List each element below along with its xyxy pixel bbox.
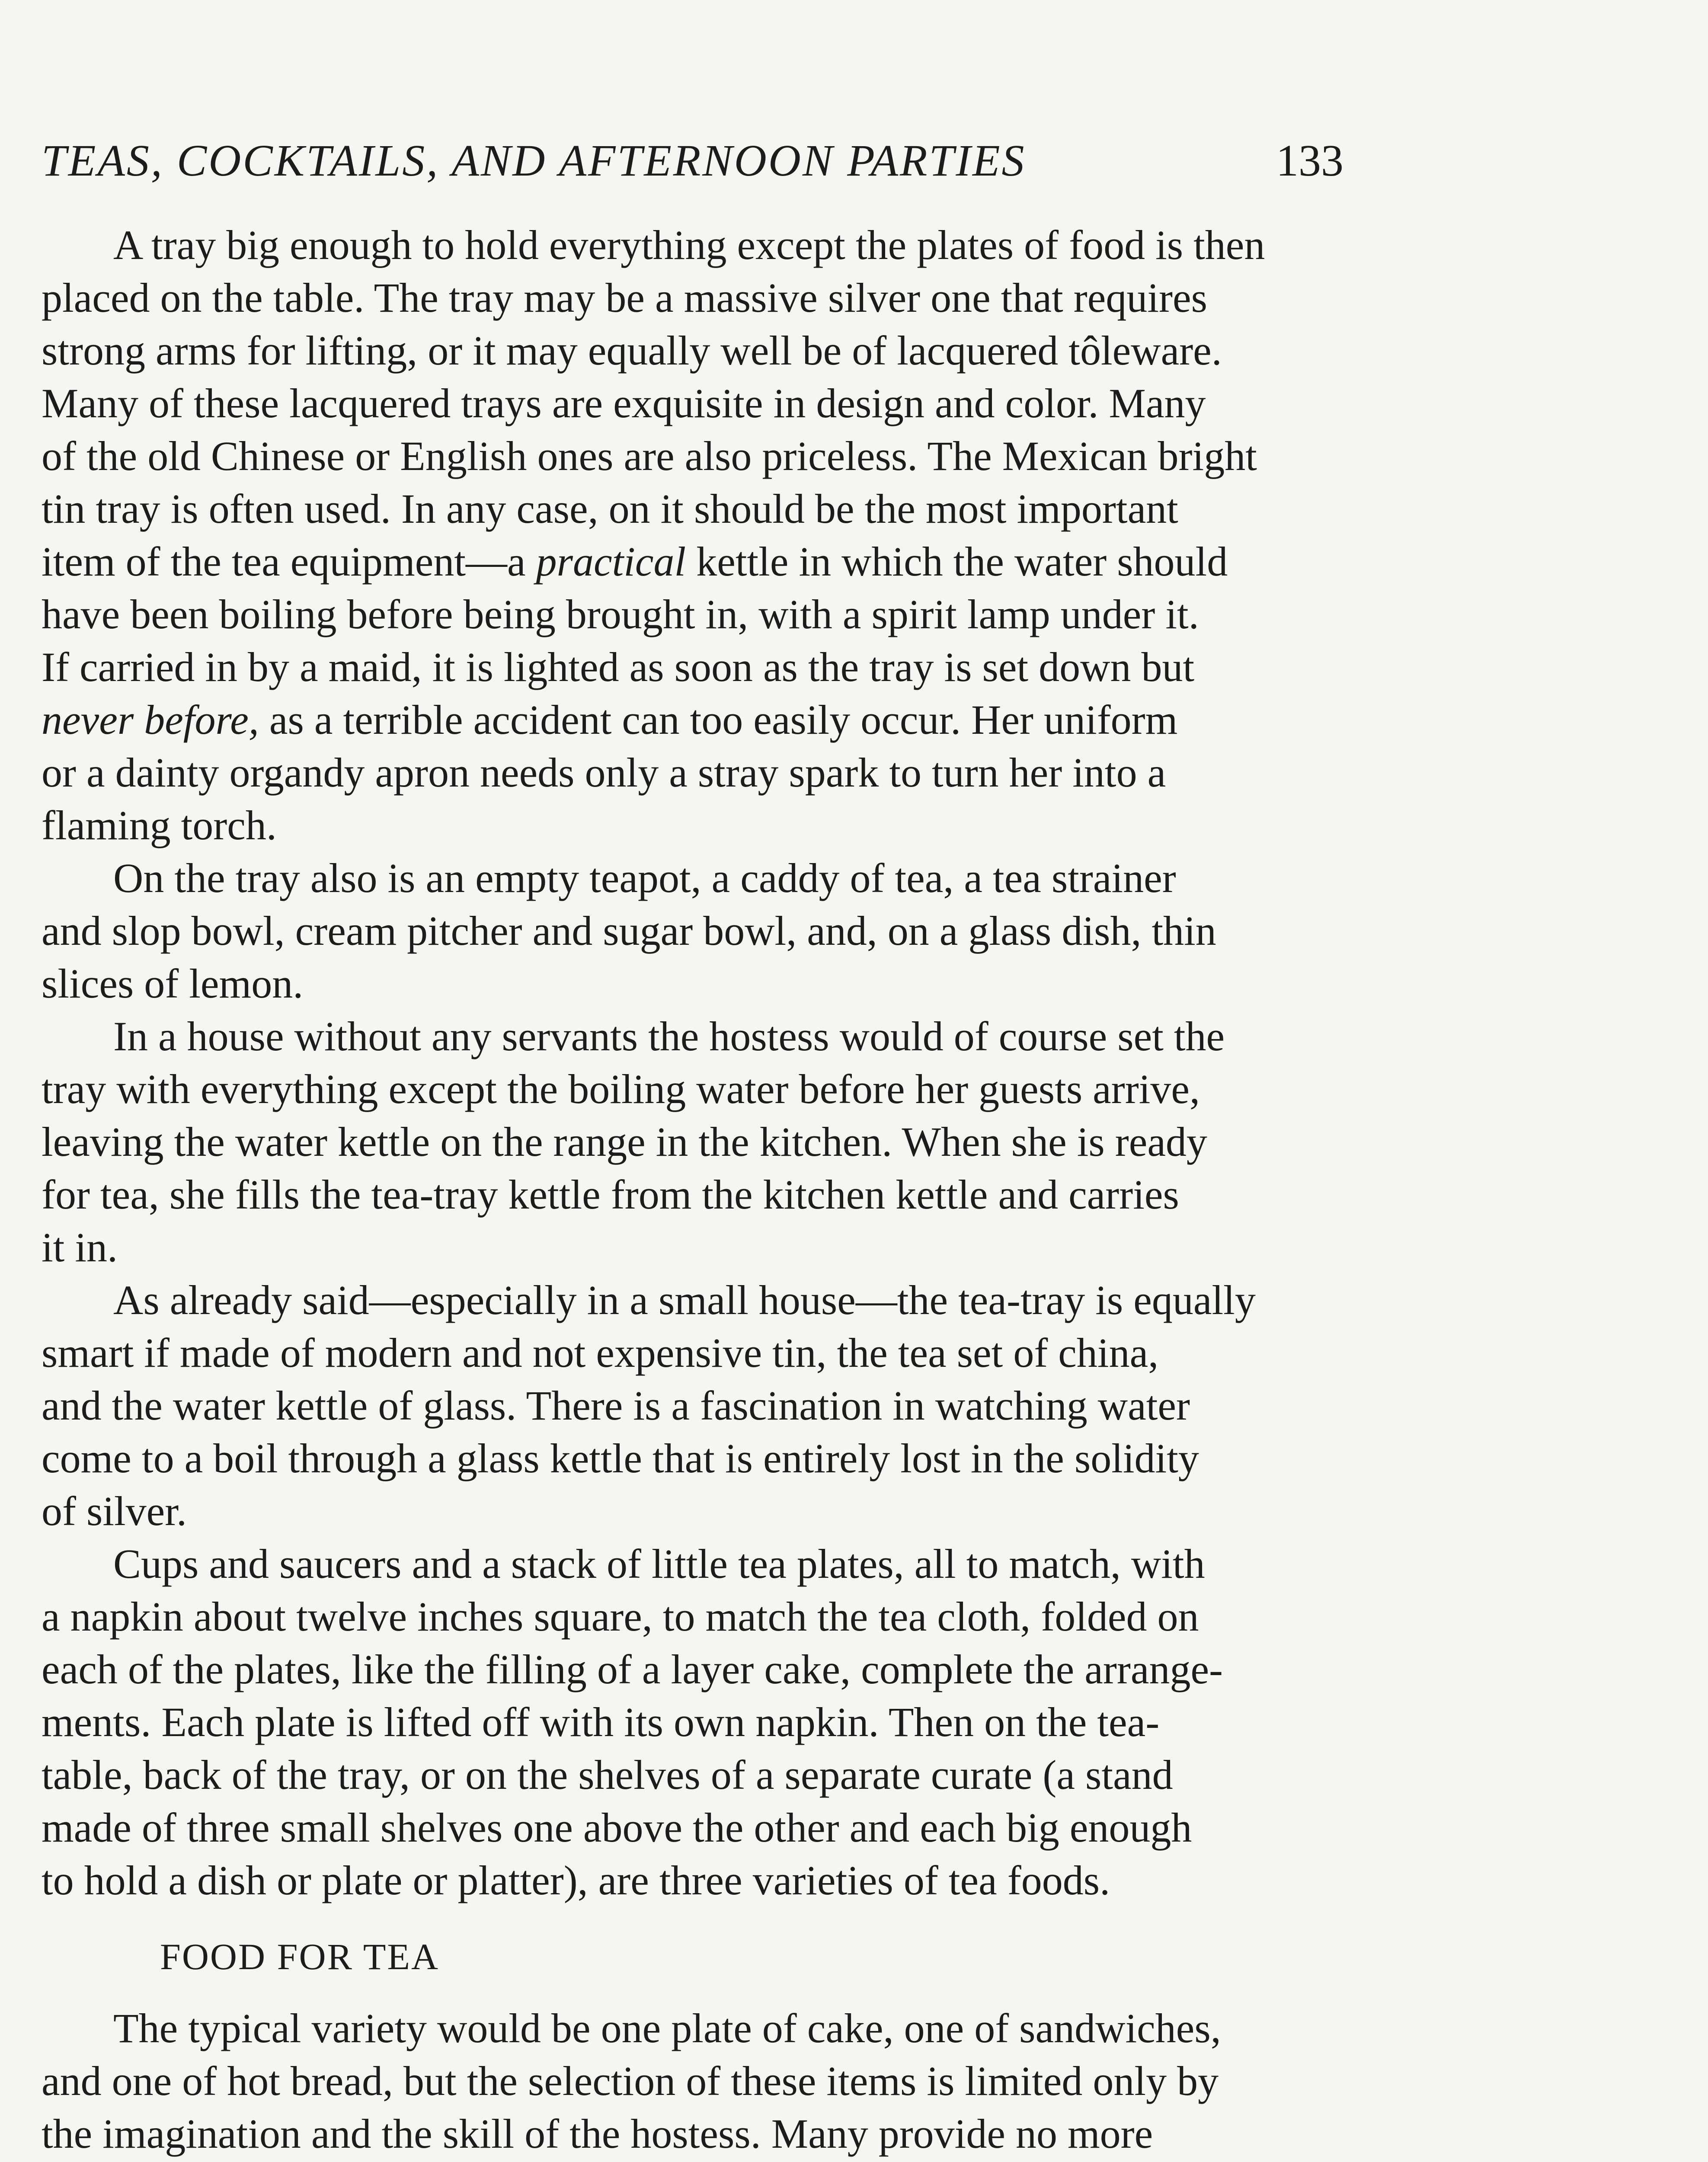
section-heading: FOOD FOR TEA <box>160 1936 440 1977</box>
text-line: A tray big enough to hold everything except the plates of food is then <box>113 222 1265 268</box>
running-head <box>42 135 1343 195</box>
text-line: and slop bowl, cream pitcher and sugar bowl, and, on a glass dish, thin <box>42 908 1216 954</box>
text-line: have been boiling before being brought in, with a spirit lamp under it. <box>42 591 1199 637</box>
running-title: TEAS, COCKTAILS, AND AFTERNOON PARTIES <box>42 136 1026 185</box>
text-line: If carried in by a maid, it is lighted as soon as the tray is set down but <box>42 644 1195 690</box>
text-line <box>42 538 1228 585</box>
text-line: Many of these lacquered trays are exquisite in design and color. Many <box>42 380 1206 426</box>
text-line: strong arms for lifting, or it may equally well be of lacquered tôleware. <box>42 327 1222 374</box>
text-line <box>42 696 1177 744</box>
text-line: The typical variety would be one plate of cake, one of sandwiches, <box>113 2005 1221 2051</box>
text-line: each of the plates, like the filling of a layer cake, complete the arrange- <box>42 1646 1223 1692</box>
text-line: or a dainty organdy apron needs only a stray spark to turn her into a <box>42 749 1166 796</box>
text-line: placed on the table. The tray may be a massive silver one that requires <box>42 275 1207 321</box>
text-line: of silver. <box>42 1488 187 1534</box>
emphasis-text: practical <box>536 538 686 585</box>
text-run: item of the tea equipment—a <box>42 538 536 585</box>
text-line: it in. <box>42 1224 118 1270</box>
text-line: On the tray also is an empty teapot, a caddy of tea, a tea strainer <box>113 855 1176 901</box>
page-number: 133 <box>1276 136 1343 185</box>
text-line: leaving the water kettle on the range in the kitchen. When she is ready <box>42 1119 1207 1165</box>
text-line: and one of hot bread, but the selection of these items is limited only by <box>42 2058 1219 2104</box>
text-line: of the old Chinese or English ones are also priceless. The Mexican bright <box>42 433 1257 479</box>
text-line: tin tray is often used. In any case, on it should be the most important <box>42 486 1178 532</box>
text-line: In a house without any servants the hostess would of course set the <box>113 1013 1225 1059</box>
text-line: table, back of the tray, or on the shelves of a separate curate (a stand <box>42 1752 1173 1798</box>
text-line: smart if made of modern and not expensive tin, the tea set of china, <box>42 1330 1159 1376</box>
text-run: kettle in which the water should <box>686 538 1228 585</box>
text-line: and the water kettle of glass. There is a fascination in watching water <box>42 1382 1190 1429</box>
text-line: for tea, she fills the tea-tray kettle from the kitchen kettle and carries <box>42 1171 1179 1218</box>
text-line: the imagination and the skill of the hostess. Many provide no more <box>42 2111 1153 2157</box>
emphasis-text: never before, <box>42 697 259 743</box>
text-line: come to a boil through a glass kettle that is entirely lost in the solidity <box>42 1435 1199 1481</box>
text-line: a napkin about twelve inches square, to match the tea cloth, folded on <box>42 1593 1199 1640</box>
text-line: tray with everything except the boiling water before her guests arrive, <box>42 1066 1200 1112</box>
text-line: As already said—especially in a small house—the tea-tray is equally <box>113 1277 1256 1323</box>
text-line: Cups and saucers and a stack of little tea plates, all to match, with <box>113 1541 1205 1587</box>
text-line: ments. Each plate is lifted off with its own napkin. Then on the tea- <box>42 1699 1160 1745</box>
text-line: flaming torch. <box>42 802 277 848</box>
text-line: slices of lemon. <box>42 960 304 1007</box>
text-line: to hold a dish or plate or platter), are three varieties of tea foods. <box>42 1857 1110 1903</box>
text-run: as a terrible accident can too easily occur. Her uniform <box>259 697 1178 743</box>
text-line: made of three small shelves one above the other and each big enough <box>42 1804 1192 1851</box>
